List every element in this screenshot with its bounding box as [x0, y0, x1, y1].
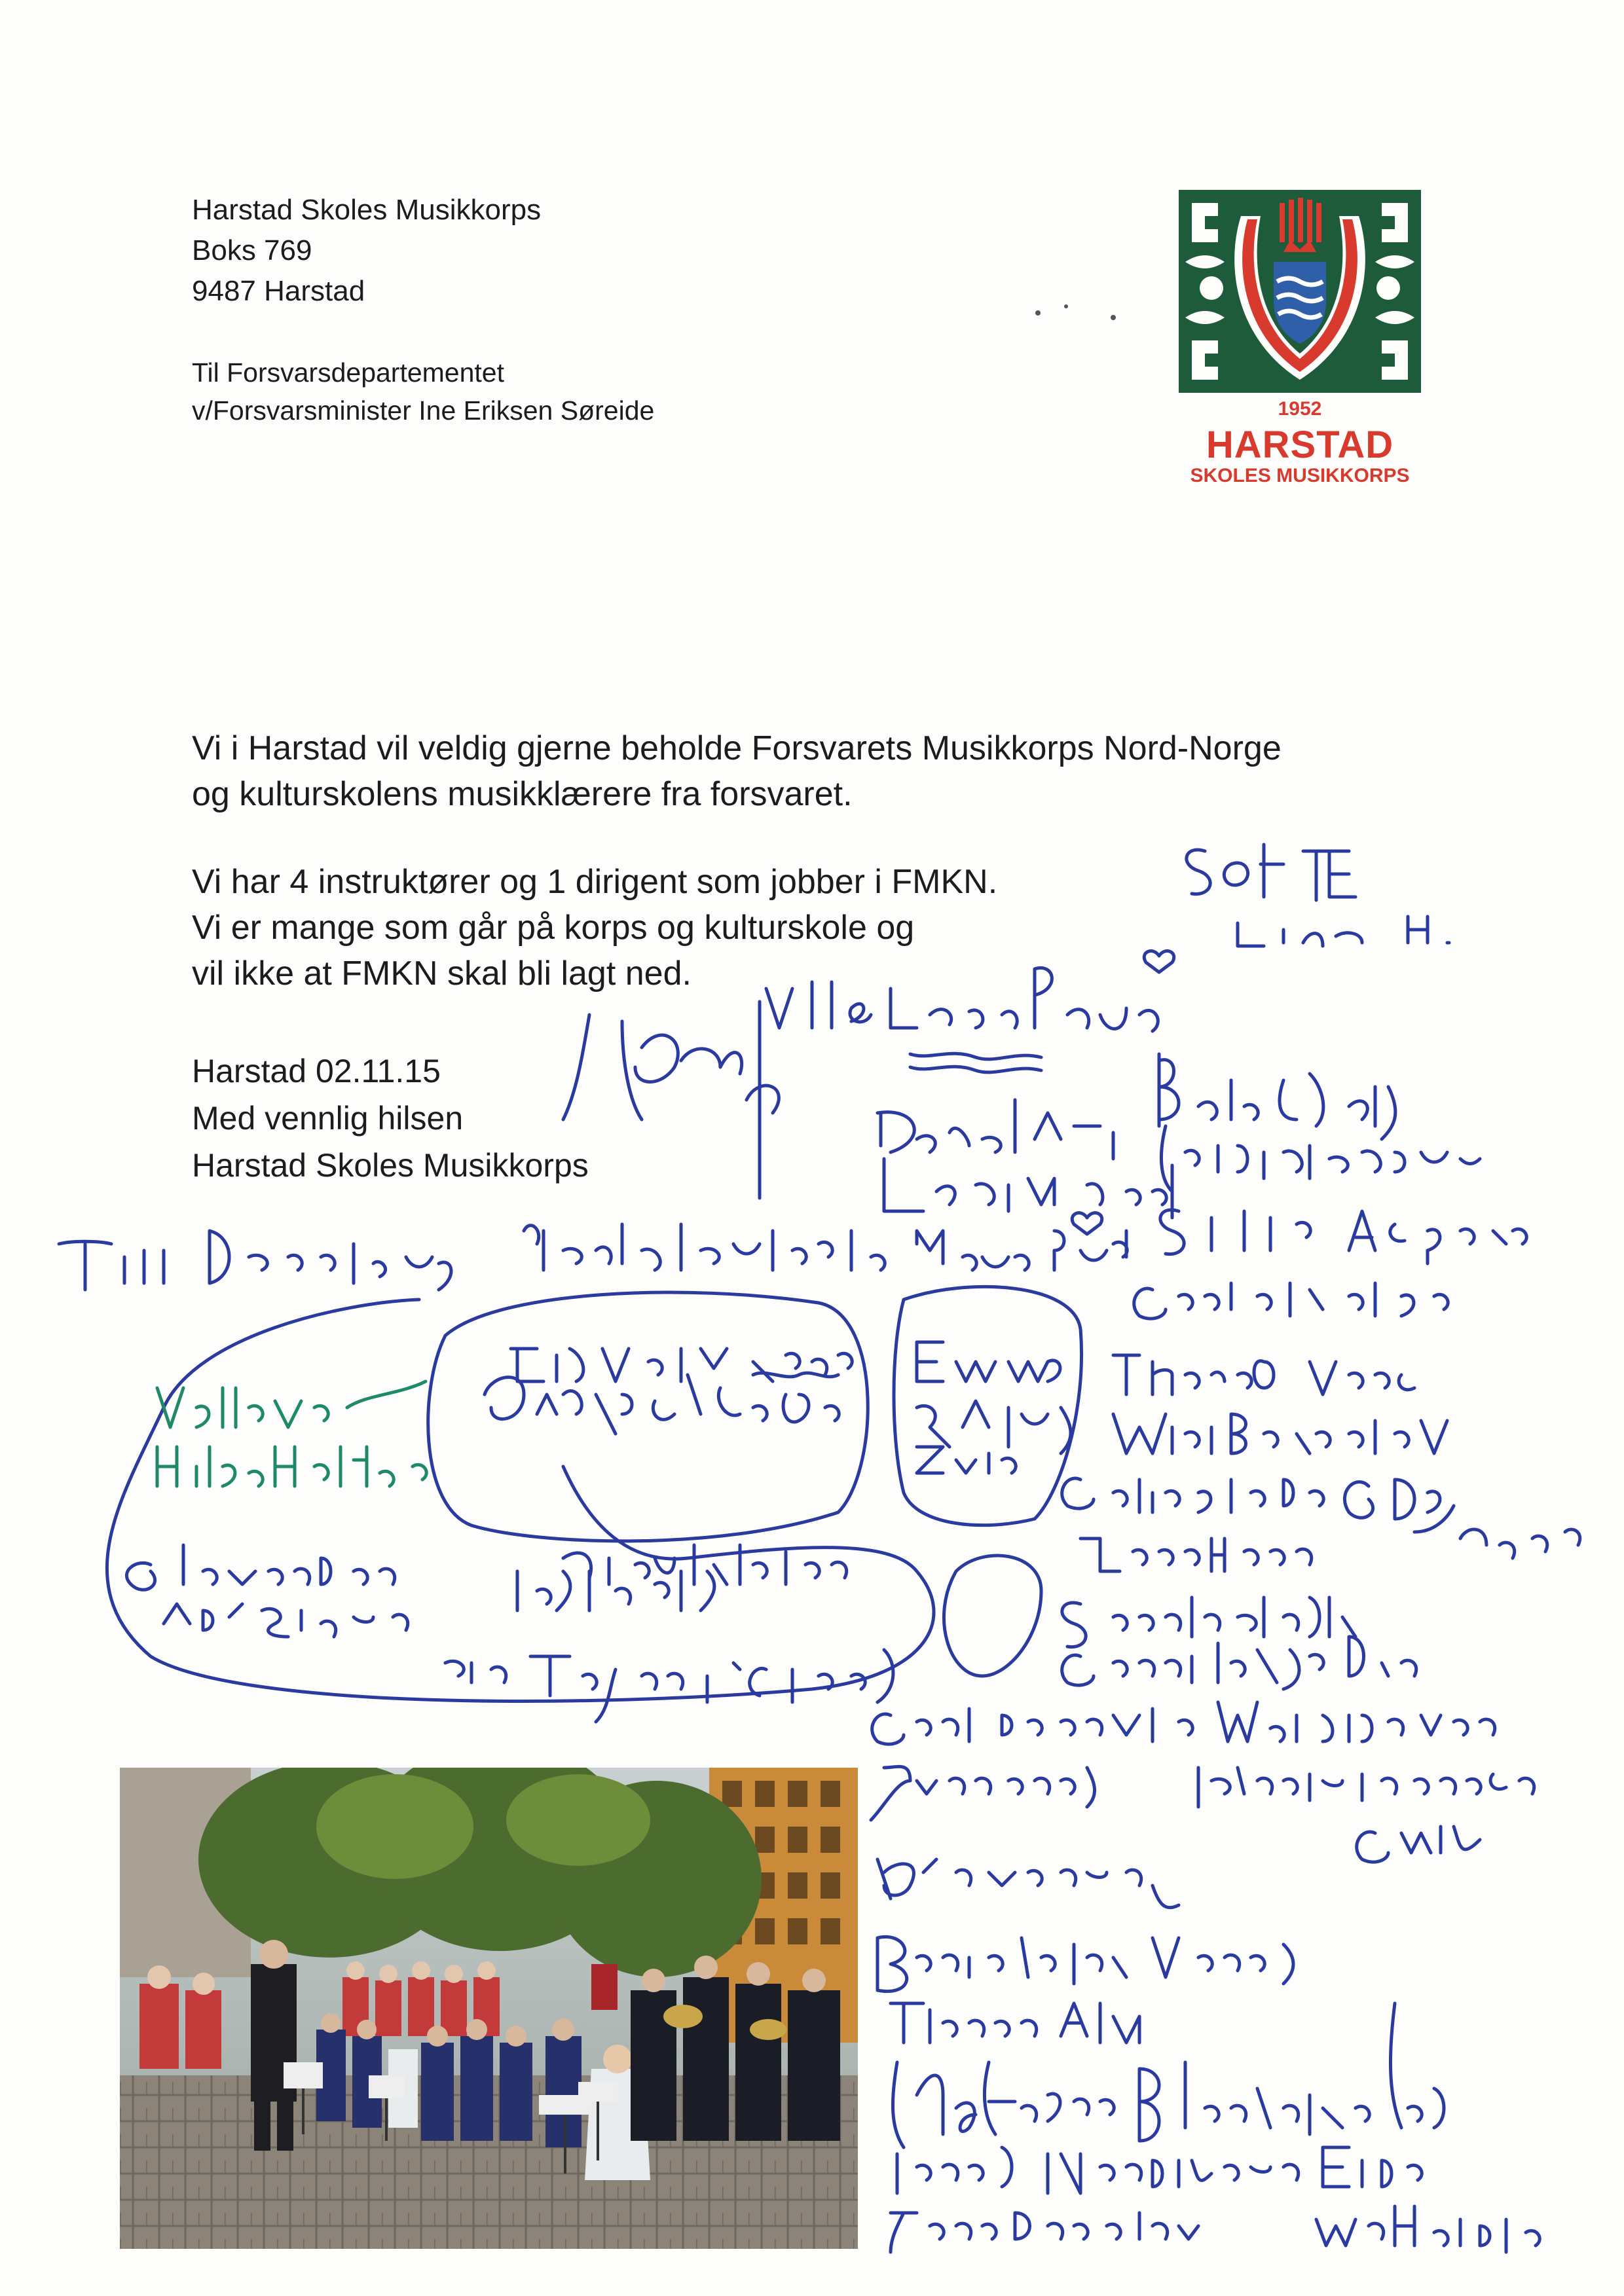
sender-address	[192, 190, 541, 312]
signoff: Harstad Skoles Musikkorps	[192, 1147, 589, 1184]
body-line: og kulturskolens musikklærere fra forsvaret.	[192, 775, 853, 813]
body-line: Vi har 4 instruktører og 1 dirigent som jobber i FMKN.	[192, 863, 998, 901]
concert-photo-icon	[120, 1768, 858, 2249]
sender-po-box: Boks 769	[192, 234, 312, 266]
green-ink-signature	[157, 1381, 426, 1486]
logo-subtitle: SKOLES MUSIKKORPS	[1190, 465, 1410, 486]
lyre-crest-icon	[1179, 190, 1421, 393]
band-concert-photo	[120, 1768, 858, 2249]
paragraph-1	[192, 725, 1282, 817]
body-line: vil ikke at FMKN skal bli lagt ned.	[192, 955, 692, 993]
body-line: Vi i Harstad vil veldig gjerne beholde Forsvarets Musikkorps Nord-Norge	[192, 729, 1282, 767]
sender-city: 9487 Harstad	[192, 275, 365, 307]
place-date: Harstad 02.11.15	[192, 1053, 441, 1089]
recipient-minister: v/Forsvarsminister Ine Eriksen Søreide	[192, 395, 655, 426]
logo-year: 1952	[1278, 398, 1322, 420]
logo-name: HARSTAD	[1206, 424, 1394, 466]
body-line: Vi er mange som går på korps og kulturskole og	[192, 909, 915, 947]
recipient-department: Til Forsvarsdepartementet	[192, 357, 504, 388]
letter-body	[192, 725, 1282, 1038]
sender-name: Harstad Skoles Musikkorps	[192, 194, 542, 226]
greeting: Med vennlig hilsen	[192, 1100, 464, 1137]
paragraph-2	[192, 859, 1282, 996]
recipient-address	[192, 354, 654, 429]
letter-closing	[192, 1048, 589, 1189]
harstad-logo	[1179, 190, 1421, 498]
